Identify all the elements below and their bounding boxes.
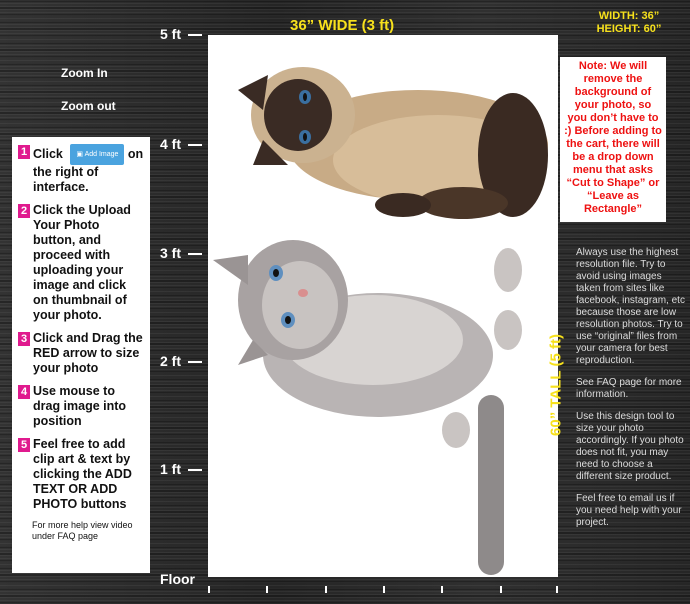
ruler-tick <box>556 586 558 593</box>
ruler-tick <box>500 586 502 593</box>
ruler-label-5ft: 5 ft <box>160 26 181 42</box>
step-4 <box>18 384 144 429</box>
ruler-tick <box>188 34 202 36</box>
canvas-height-title: 60” TALL (5 ft) <box>547 334 565 436</box>
gray-cat-photo[interactable] <box>213 240 522 575</box>
dimensions-readout <box>570 10 688 36</box>
design-canvas[interactable] <box>208 35 558 577</box>
tip-sizing: Use this design tool to size your photo accordingly. If you photo does not fit, you may need to choose a different size product. <box>576 411 684 482</box>
ruler-tick <box>383 586 385 593</box>
step-number: 3 <box>18 332 30 346</box>
ruler-tick <box>441 586 443 593</box>
step-number: 5 <box>18 438 30 452</box>
ruler-label-4ft: 4 ft <box>160 136 181 152</box>
background-removal-note: Note: We will remove the background of your photo, so you don’t have to :) Before adding to the cart, there will be a drop down menu that asks “Cut to Shape” or “Leave as Rectangle” <box>560 57 666 222</box>
ruler-label-1ft: 1 ft <box>160 461 181 477</box>
canvas-width-title: 36” WIDE (3 ft) <box>290 17 395 34</box>
tip-faq: See FAQ page for more information. <box>576 377 682 400</box>
step-2 <box>18 203 144 323</box>
ruler-tick <box>266 586 268 593</box>
cat-photos[interactable] <box>208 35 558 577</box>
help-text: For more help view video under FAQ page <box>32 520 133 541</box>
step-number: 1 <box>18 145 30 159</box>
step-text: Use mouse to drag image into position <box>33 384 127 428</box>
ruler-tick <box>188 253 202 255</box>
zoom-out-button[interactable]: Zoom out <box>61 99 116 113</box>
step-text: Click the Upload Your Photo button, and proceed with uploading your image and click on thumbnail of your photo. <box>33 203 131 322</box>
ruler-tick <box>208 586 210 593</box>
ruler-label-floor: Floor <box>160 571 195 587</box>
ruler-label-3ft: 3 ft <box>160 245 181 261</box>
step-5 <box>18 437 144 512</box>
instructions-panel <box>12 137 150 573</box>
tips-panel <box>576 247 688 539</box>
step-3 <box>18 331 144 376</box>
step-text: Click ▣ Add Image on the right of interface. <box>33 144 144 195</box>
ruler-tick <box>188 361 202 363</box>
ruler-tick <box>188 469 202 471</box>
height-readout: HEIGHT: 60” <box>596 23 662 35</box>
siamese-cat-photo[interactable] <box>238 67 548 219</box>
zoom-in-button[interactable]: Zoom In <box>61 66 108 80</box>
step-number: 2 <box>18 204 30 218</box>
ruler-tick <box>188 144 202 146</box>
step-text: Click and Drag the RED arrow to size your photo <box>33 331 143 375</box>
width-readout: WIDTH: 36” <box>598 10 660 22</box>
ruler-label-2ft: 2 ft <box>160 353 181 369</box>
step-number: 4 <box>18 385 30 399</box>
step-1 <box>18 144 144 195</box>
step-text: Feel free to add clip art & text by clicking the ADD TEXT OR ADD PHOTO buttons <box>33 437 132 511</box>
add-image-button[interactable]: ▣ Add Image <box>70 144 124 165</box>
ruler-tick <box>325 586 327 593</box>
tip-resolution: Always use the highest resolution file. Try to avoid using images taken from sites like facebook, instagram, etc because those are low resolution photos. Try to use “original” files from your camera for best reproduction. <box>576 247 685 366</box>
tip-email: Feel free to email us if you need help with your project. <box>576 493 682 528</box>
